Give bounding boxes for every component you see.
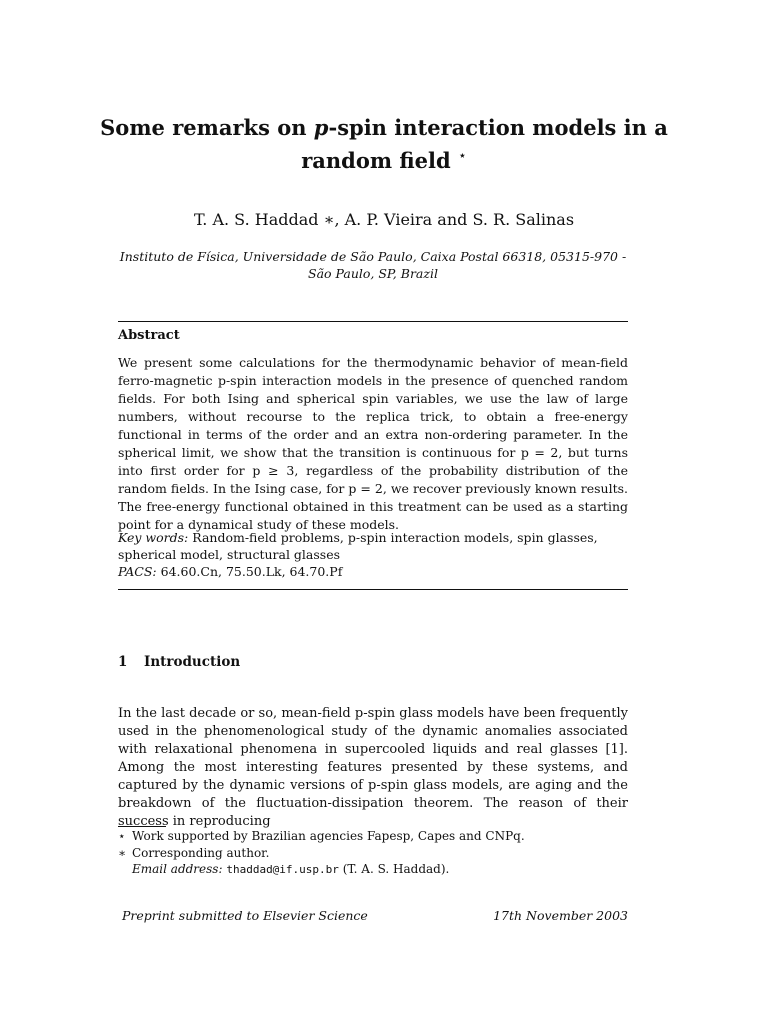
- title-part: -spin interaction models in a: [328, 115, 668, 140]
- title-part-italic: p: [313, 115, 329, 140]
- intro-paragraph: In the last decade or so, mean-field p-spin glass models have been frequently used in the phenomenological study of the dynamic anomalies associated with relaxational phenomena in supercooled liquids and real glasses [1]. Among the most interesting features presented by these systems, and captured by the dynamic versions of p-spin glass models, are aging and the breakdown of the fluctuation-dissipation theorem. The reason of their success in reproducing: [118, 706, 628, 829]
- email-link[interactable]: thaddad@if.usp.br: [226, 863, 339, 876]
- footnote-funding: [118, 828, 628, 844]
- pacs-label: PACS:: [118, 564, 157, 579]
- authors: T. A. S. Haddad ∗, A. P. Vieira and S. R. Salinas: [193, 210, 575, 229]
- footnote-text: Work supported by Brazilian agencies Fapesp, Capes and CNPq.: [132, 829, 525, 843]
- affiliation: [118, 248, 628, 282]
- affiliation-line2: São Paulo, SP, Brazil: [308, 266, 438, 281]
- footnote-mark: ∗: [118, 846, 127, 860]
- keywords-block: [118, 529, 628, 580]
- keywords-text: Random-field problems, p-spin interaction models, spin glasses, spherical model, structural glasses: [118, 530, 598, 562]
- paper-title: [100, 114, 668, 175]
- abstract-body: We present some calculations for the thermodynamic behavior of mean-field ferro-magnetic p-spin interaction models in the presence of quenched random fields. For both Ising and spherical spin variables, we use the law of large numbers, without recourse to the replica trick, to obtain a free-energy functional in terms of the order and an extra non-ordering parameter. In the spherical limit, we show that the transition is continuous for p = 2, but turns into first order for p ≥ 3, regardless of the probability distribution of the random fields. In the Ising case, for p = 2, we recover previously known results. The free-energy functional obtained in this treatment can be used as a starting point for a dynamical study of these models.: [118, 355, 628, 532]
- pacs-text: 64.60.Cn, 75.50.Lk, 64.70.Pf: [160, 564, 343, 579]
- section-number: 1: [118, 654, 128, 670]
- preprint-note: Preprint submitted to Elsevier Science: [122, 908, 368, 923]
- section-heading: [118, 654, 240, 670]
- footnote-mark: ⋆: [118, 829, 126, 843]
- abstract-heading: Abstract: [118, 328, 180, 343]
- keywords-label: Key words:: [118, 530, 189, 545]
- email-label: Email address:: [132, 862, 223, 876]
- footnote-text: Corresponding author.: [132, 846, 270, 860]
- footnote-corresponding: [118, 845, 628, 861]
- footnote-rule: [118, 826, 166, 827]
- footnote-email: [132, 861, 642, 878]
- title-footnote-mark: ⋆: [458, 148, 467, 164]
- preprint-date: 17th November 2003: [493, 908, 628, 923]
- abstract-bottom-rule: [118, 589, 628, 590]
- abstract-top-rule: [118, 321, 628, 322]
- title-part: Some remarks on: [100, 115, 314, 140]
- email-suffix: (T. A. S. Haddad).: [342, 862, 450, 876]
- affiliation-line1: Instituto de Física, Universidade de São Paulo, Caixa Postal 66318, 05315-970 -: [119, 249, 627, 264]
- section-title: Introduction: [144, 654, 241, 670]
- title-line2: random field: [301, 148, 451, 173]
